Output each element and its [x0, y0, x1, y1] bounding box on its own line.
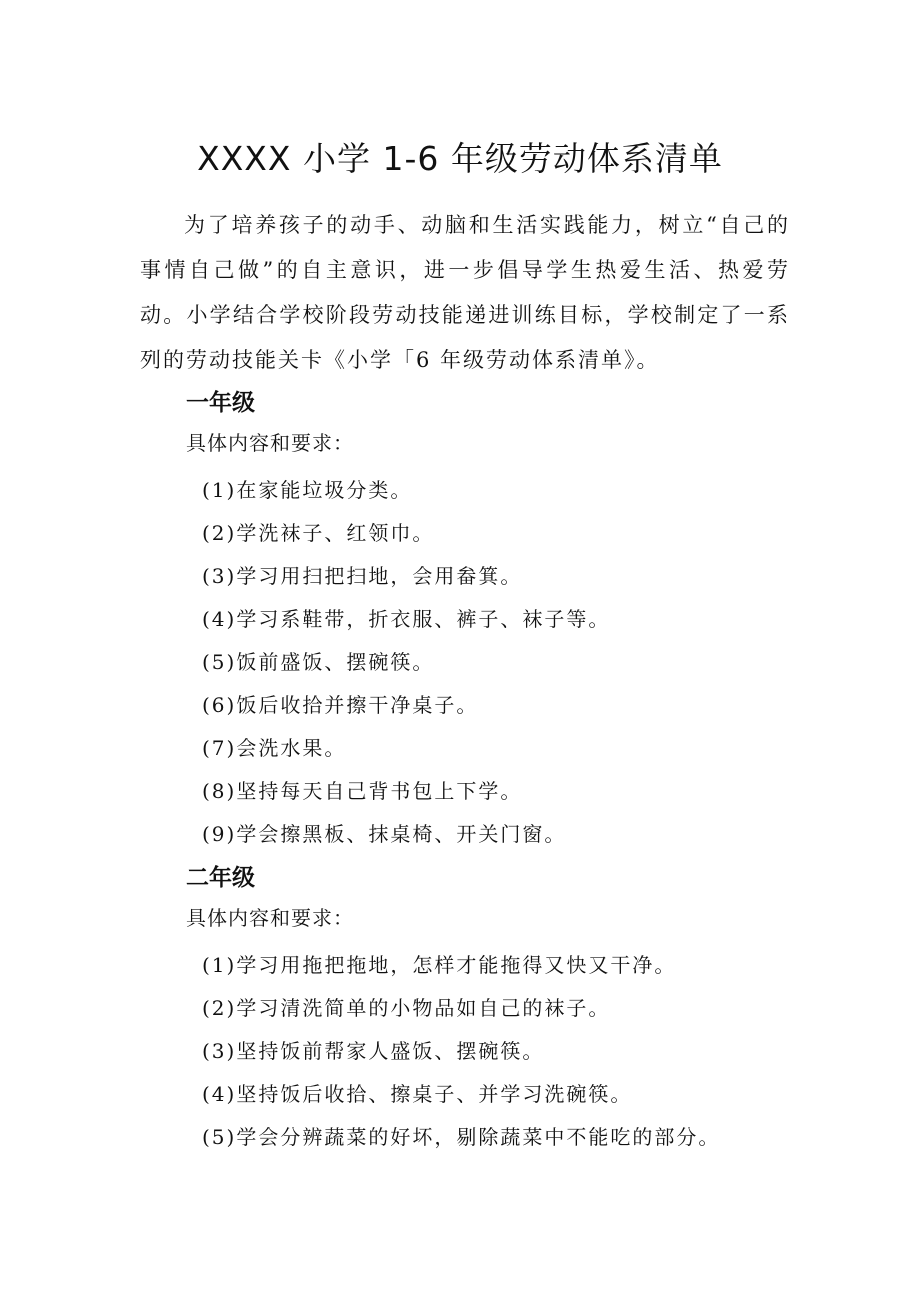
- requirement-item: (1)学习用拖把拖地，怎样才能拖得又快又干净。: [202, 953, 677, 977]
- requirement-item: (2)学习清洗简单的小物品如自己的袜子。: [202, 996, 611, 1020]
- requirement-item: (5)饭前盛饭、摆碗筷。: [202, 650, 435, 674]
- requirement-item: (4)坚持饭后收拾、擦桌子、并学习洗碗筷。: [202, 1082, 633, 1106]
- requirement-item: (3)坚持饭前帮家人盛饭、摆碗筷。: [202, 1039, 545, 1063]
- requirement-item: (5)学会分辨蔬菜的好坏，剔除蔬菜中不能吃的部分。: [202, 1125, 721, 1149]
- requirement-item: (2)学洗袜子、红领巾。: [202, 521, 435, 545]
- grade-heading: 二年级: [186, 865, 255, 891]
- grade-subheading: 具体内容和要求：: [186, 431, 354, 455]
- requirement-item: (4)学习系鞋带，折衣服、裤子、袜子等。: [202, 607, 611, 631]
- requirement-item: (9)学会擦黑板、抹桌椅、开关门窗。: [202, 822, 567, 846]
- grade-section-1: [186, 383, 786, 856]
- requirement-item: (6)饭后收拾并擦干净桌子。: [202, 693, 479, 717]
- grade-subheading: 具体内容和要求：: [186, 906, 354, 930]
- intro-paragraph: 为了培养孩子的动手、动脑和生活实践能力，树立“自己的事情自己做”的自主意识，进一步倡导学生热爱生活、热爱劳动。小学结合学校阶段劳动技能递进训练目标，学校制定了一系列的劳动技能关卡《小学「6 年级劳动体系清单》。: [140, 213, 790, 372]
- requirement-list: [186, 469, 786, 856]
- document-title: XXXX 小学 1-6 年级劳动体系清单: [197, 139, 723, 179]
- requirement-item: (1)在家能垃圾分类。: [202, 478, 413, 502]
- requirement-list: [186, 944, 786, 1159]
- requirement-item: (3)学习用扫把扫地，会用畚箕。: [202, 564, 523, 588]
- requirement-item: (7)会洗水果。: [202, 736, 347, 760]
- grade-section-2: [186, 858, 786, 1159]
- requirement-item: (8)坚持每天自己背书包上下学。: [202, 779, 523, 803]
- grade-heading: 一年级: [186, 390, 255, 416]
